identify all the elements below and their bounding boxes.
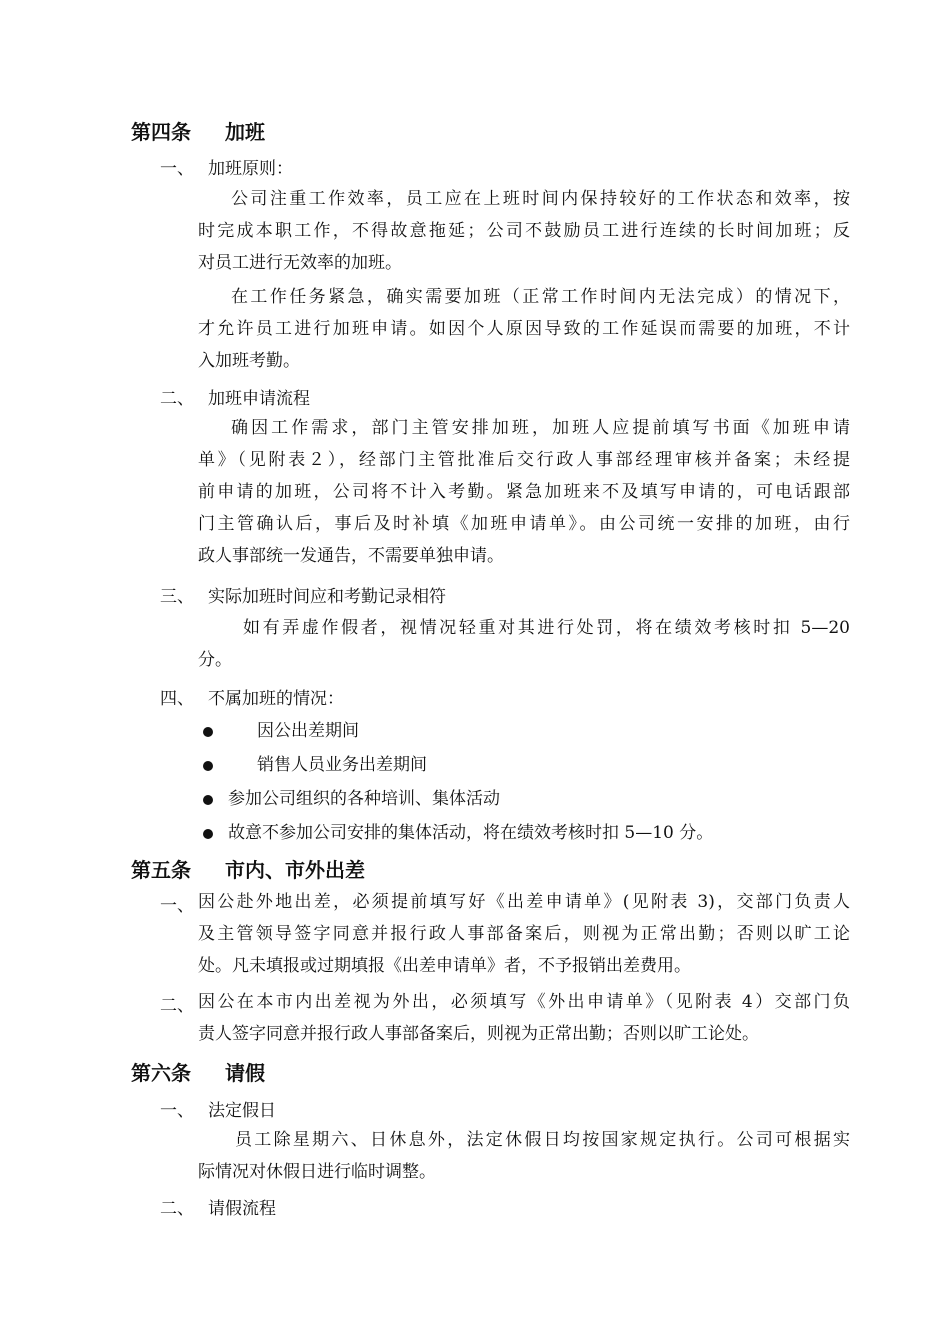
article-5-heading [131, 854, 365, 883]
paragraph [198, 183, 850, 279]
paragraph [198, 412, 850, 572]
list-item-text: 参加公司组织的各种培训、集体活动 [228, 789, 500, 809]
article-number: 第六条 [131, 1061, 191, 1085]
section-heading [160, 384, 310, 409]
list-item [203, 818, 713, 843]
text-line: 政人事部统一发通告，不需要单独申请。 [198, 546, 504, 566]
article-number: 第四条 [131, 120, 191, 144]
article-4-heading [131, 116, 265, 145]
text-line: 处。凡未填报或过期填报《出差申请单》者，不予报销出差费用。 [198, 956, 691, 976]
section-number: 一、 [160, 896, 194, 916]
text-line: 员工除星期六、日休息外，法定休假日均按国家规定执行。公司可根据实 [235, 1130, 850, 1150]
text-line: 在工作任务紧急，确实需要加班（正常工作时间内无法完成）的情况下， [231, 287, 850, 307]
bullet-icon [203, 795, 213, 805]
text-line: 对员工进行无效率的加班。 [198, 253, 402, 273]
bullet-icon [203, 761, 213, 771]
section-number: 二、 [160, 1199, 194, 1219]
section-number: 二、 [160, 389, 194, 409]
text-line: 公司注重工作效率，员工应在上班时间内保持较好的工作状态和效率，按 [231, 189, 850, 209]
section-text: 加班原则： [208, 159, 293, 179]
section-heading [160, 991, 194, 1016]
text-line: 因公在本市内出差视为外出，必须填写《外出申请单》（见附表 4）交部门负 [198, 992, 850, 1012]
section-number: 四、 [160, 689, 194, 709]
text-line: 因公赴外地出差，必须提前填写好《出差申请单》(见附表 3)，交部门负责人 [198, 892, 850, 912]
text-line: 单》（见附表２），经部门主管批准后交行政人事部经理审核并备案；未经提 [198, 450, 850, 470]
section-heading [160, 891, 194, 916]
text-line: 才允许员工进行加班申请。如因个人原因导致的工作延误而需要的加班，不计 [198, 319, 850, 339]
article-title: 加班 [225, 120, 265, 144]
text-line: 及主管领导签字同意并报行政人事部备案后，则视为正常出勤；否则以旷工论 [198, 924, 850, 944]
section-text: 法定假日 [208, 1101, 276, 1121]
section-number: 一、 [160, 159, 194, 179]
text-line: 前申请的加班，公司将不计入考勤。紧急加班来不及填写申请的，可电话跟部 [198, 482, 850, 502]
paragraph [198, 281, 850, 377]
text-line: 入加班考勤。 [198, 351, 300, 371]
text-line: 际情况对休假日进行临时调整。 [198, 1162, 436, 1182]
text-line: 责人签字同意并报行政人事部备案后，则视为正常出勤；否则以旷工论处。 [198, 1024, 759, 1044]
text-line: 门主管确认后，事后及时补填《加班申请单》。由公司统一安排的加班，由行 [198, 514, 850, 534]
section-text: 实际加班时间应和考勤记录相符 [208, 587, 446, 607]
section-heading [160, 1096, 276, 1121]
list-item-text: 因公出差期间 [257, 721, 359, 741]
paragraph [198, 1124, 850, 1188]
list-item [203, 750, 427, 775]
text-line: 分。 [198, 650, 232, 670]
list-item-text: 故意不参加公司安排的集体活动，将在绩效考核时扣 5—10 分。 [228, 823, 714, 843]
article-title: 请假 [225, 1061, 265, 1085]
article-number: 第五条 [131, 858, 191, 882]
section-number: 一、 [160, 1101, 194, 1121]
section-heading [160, 684, 344, 709]
section-number: 二、 [160, 996, 194, 1016]
section-text: 不属加班的情况： [208, 689, 344, 709]
text-line: 确因工作需求，部门主管安排加班，加班人应提前填写书面《加班申请 [231, 418, 850, 438]
text-line: 如有弄虚作假者，视情况轻重对其进行处罚，将在绩效考核时扣 5—20 [243, 618, 850, 638]
paragraph [198, 986, 850, 1050]
paragraph [198, 886, 850, 982]
list-item [203, 784, 500, 809]
paragraph [198, 612, 850, 676]
bullet-icon [203, 829, 213, 839]
section-text: 加班申请流程 [208, 389, 310, 409]
section-heading [160, 1194, 276, 1219]
article-title: 市内、市外出差 [225, 858, 365, 882]
text-line: 时完成本职工作，不得故意拖延；公司不鼓励员工进行连续的长时间加班；反 [198, 221, 850, 241]
section-number: 三、 [160, 587, 194, 607]
list-item [203, 716, 359, 741]
section-text: 请假流程 [208, 1199, 276, 1219]
section-heading [160, 582, 446, 607]
article-6-heading [131, 1057, 265, 1086]
section-heading [160, 154, 293, 179]
bullet-icon [203, 727, 213, 737]
list-item-text: 销售人员业务出差期间 [257, 755, 427, 775]
